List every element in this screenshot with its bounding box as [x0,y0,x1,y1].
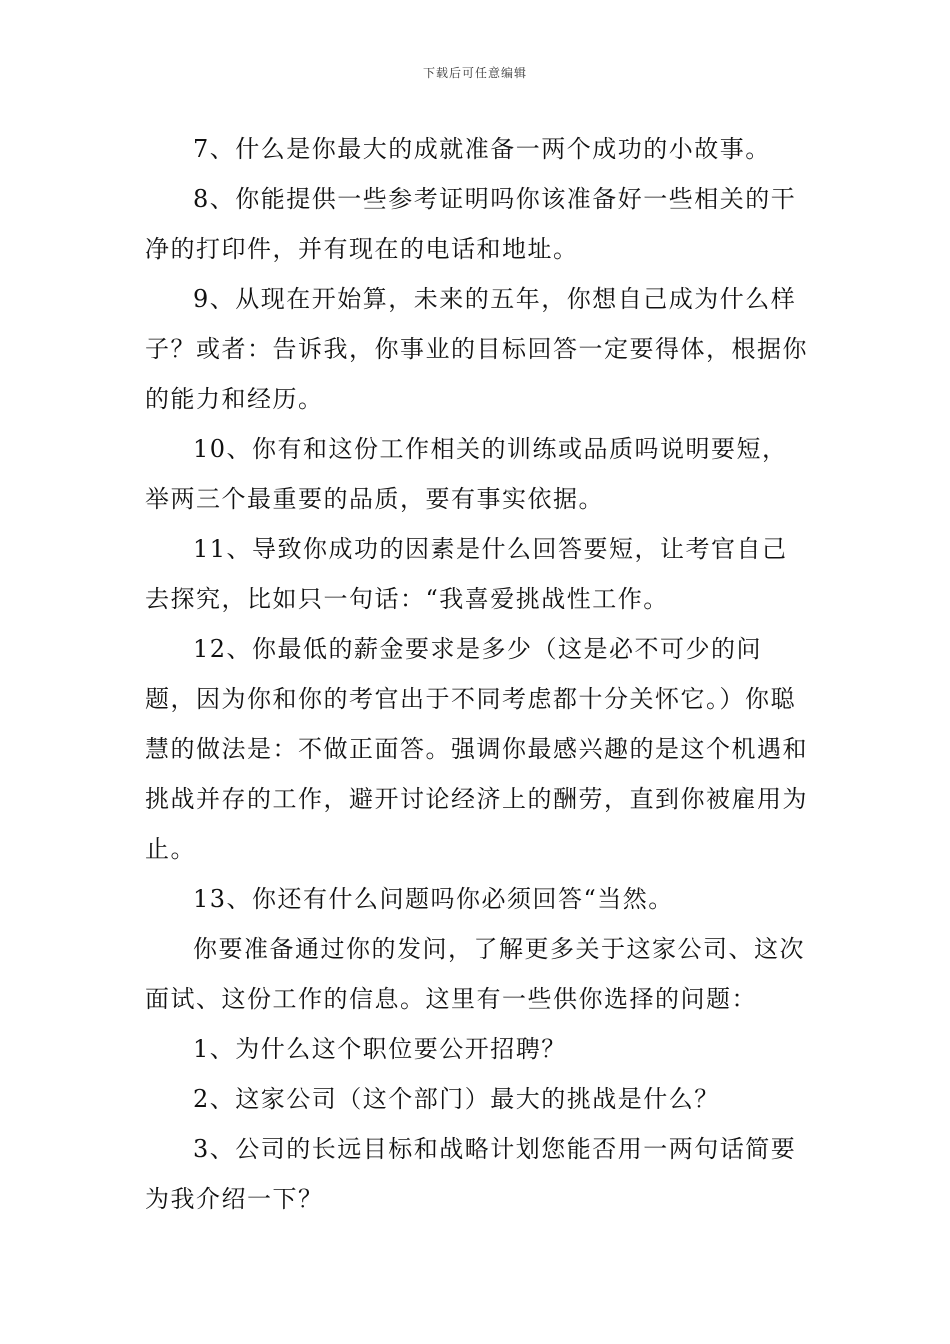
paragraph-11: 11、导致你成功的因素是什么回答要短，让考官自己去探究，比如只一句话：“我喜爱挑战性工作。 [145,535,788,613]
paragraph-13: 13、你还有什么问题吗你必须回答“当然。 [193,885,674,913]
question-1: 1、为什么这个职位要公开招聘？ [193,1035,567,1063]
paragraph-7: 7、什么是你最大的成就准备一两个成功的小故事。 [193,135,771,163]
paragraph-8: 8、你能提供一些参考证明吗你该准备好一些相关的干净的打印件，并有现在的电话和地址。 [145,185,797,263]
paragraph-intro-questions: 你要准备通过你的发问，了解更多关于这家公司、这次面试、这份工作的信息。这里有一些供你选择的问题： [145,935,805,1013]
document-body [145,124,810,1224]
question-3: 3、公司的长远目标和战略计划您能否用一两句话简要为我介绍一下？ [145,1135,797,1213]
paragraph-12: 12、你最低的薪金要求是多少（这是必不可少的问题，因为你和你的考官出于不同考虑都十分关怀它。）你聪慧的做法是：不做正面答。强调你最感兴趣的是这个机遇和挑战并存的工作，避开讨论经济上的酬劳，直到你被雇用为止。 [145,635,808,863]
paragraph-10: 10、你有和这份工作相关的训练或品质吗说明要短，举两三个最重要的品质，要有事实依据。 [145,435,788,513]
paragraph-9: 9、从现在开始算，未来的五年，你想自己成为什么样子？或者：告诉我，你事业的目标回答一定要得体，根据你的能力和经历。 [145,285,808,413]
page-header: 下载后可任意编辑 [422,66,527,80]
question-2: 2、这家公司（这个部门）最大的挑战是什么？ [193,1085,720,1113]
